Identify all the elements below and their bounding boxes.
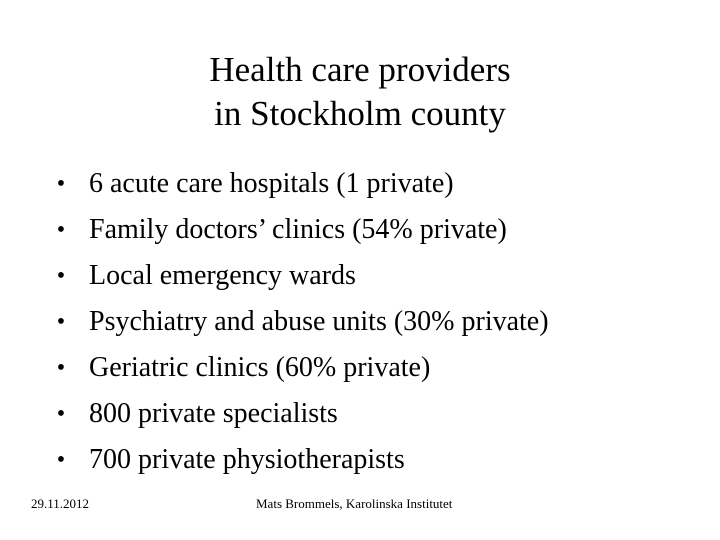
slide-title — [60, 48, 660, 136]
bullet-text: Psychiatry and abuse units (30% private) — [89, 306, 549, 337]
bullet-point-icon: • — [56, 217, 66, 243]
bullet-point-icon: • — [56, 355, 66, 381]
bullet-point-icon: • — [56, 447, 66, 473]
slide-title-line-1: Health care providers — [209, 50, 511, 89]
bullet-text: 6 acute care hospitals (1 private) — [89, 168, 454, 199]
bullet-text: Family doctors’ clinics (54% private) — [89, 214, 507, 245]
bullet-point-icon: • — [56, 263, 66, 289]
bullet-point-icon: • — [56, 171, 66, 197]
bullet-text: 800 private specialists — [89, 398, 338, 429]
footer-date: 29.11.2012 — [31, 496, 90, 511]
bullet-text: Local emergency wards — [89, 260, 356, 291]
bullet-text: Geriatric clinics (60% private) — [89, 352, 431, 383]
bullet-text: 700 private physiotherapists — [89, 444, 405, 475]
footer-author: Mats Brommels, Karolinska Institutet — [256, 496, 453, 511]
bullet-point-icon: • — [56, 309, 66, 335]
bullet-point-icon: • — [56, 401, 66, 427]
slide-title-line-2: in Stockholm county — [214, 94, 506, 133]
